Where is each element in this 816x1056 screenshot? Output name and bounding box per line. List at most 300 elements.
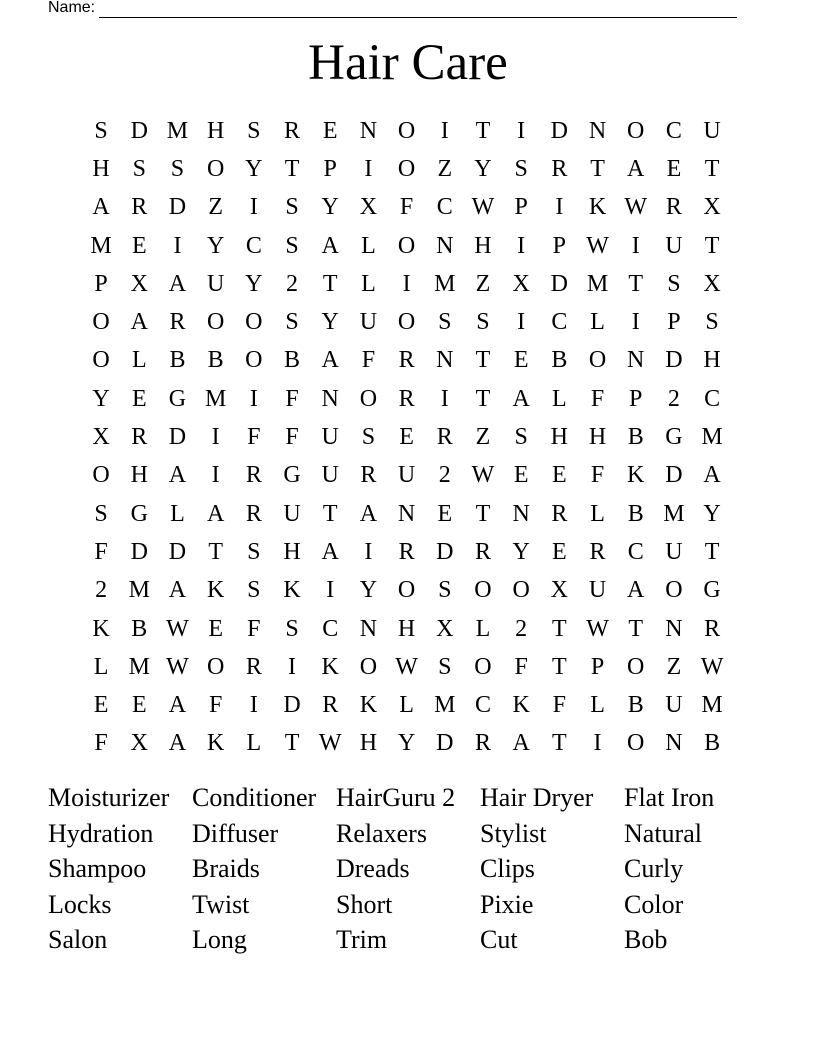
grid-cell: A <box>627 577 645 604</box>
grid-cell: C <box>627 538 644 565</box>
grid-cell: A <box>627 155 645 182</box>
grid-cell: W <box>395 653 418 680</box>
grid-cell: L <box>552 385 567 412</box>
grid-cell: D <box>283 692 301 719</box>
grid-cell: O <box>665 577 683 604</box>
grid-cell: U <box>665 232 683 259</box>
grid-cell: S <box>170 155 185 182</box>
grid-cell: O <box>206 155 225 182</box>
grid-cell: H <box>130 462 148 489</box>
grid-cell: U <box>588 577 607 604</box>
grid-cell: O <box>627 730 645 757</box>
word-list-item: Relaxers <box>336 818 427 848</box>
grid-cell: I <box>173 232 182 259</box>
grid-cell: E <box>552 538 567 565</box>
grid-cell: I <box>249 692 258 719</box>
grid-cell: A <box>168 692 187 719</box>
grid-cell: C <box>322 615 339 642</box>
grid-cell: B <box>551 347 568 374</box>
word-list-item: Pixie <box>480 889 534 919</box>
grid-cell: I <box>326 577 335 604</box>
grid-cell: U <box>665 538 683 565</box>
grid-cell: R <box>131 194 148 221</box>
grid-cell: A <box>703 462 721 489</box>
grid-cell: R <box>398 347 415 374</box>
grid-cell: T <box>322 270 338 297</box>
grid-cell: W <box>471 462 495 489</box>
grid-cell: F <box>590 462 605 489</box>
grid-cell: E <box>131 385 147 412</box>
grid-cell: M <box>586 270 609 297</box>
grid-cell: P <box>514 194 528 221</box>
grid-cell: P <box>667 309 681 336</box>
grid-cell: R <box>589 538 606 565</box>
grid-cell: R <box>360 462 377 489</box>
grid-cell: X <box>550 577 569 604</box>
grid-cell: S <box>514 424 528 451</box>
grid-cell: X <box>703 270 721 297</box>
grid-cell: W <box>166 615 189 642</box>
word-list-item: Locks <box>48 889 112 919</box>
grid-cell: D <box>168 424 187 451</box>
grid-cell: F <box>208 692 223 719</box>
grid-cell: T <box>628 270 644 297</box>
grid-cell: T <box>552 730 567 757</box>
grid-cell: B <box>131 615 148 642</box>
grid-cell: X <box>703 194 721 221</box>
grid-cell: M <box>701 692 723 719</box>
grid-cell: S <box>438 577 452 604</box>
grid-cell: W <box>624 194 648 221</box>
grid-cell: 2 <box>667 385 680 412</box>
grid-cell: N <box>436 347 454 374</box>
grid-cell: M <box>166 117 189 144</box>
name-label: Name: <box>48 0 96 16</box>
grid-cell: F <box>247 615 261 642</box>
grid-cell: K <box>588 194 607 221</box>
grid-cell: F <box>514 653 528 680</box>
grid-cell: X <box>130 270 148 297</box>
grid-cell: I <box>631 309 640 336</box>
grid-cell: G <box>168 385 187 412</box>
grid-cell: U <box>703 117 721 144</box>
grid-cell: O <box>512 577 530 604</box>
grid-cell: L <box>590 692 605 719</box>
grid-cell: W <box>166 653 189 680</box>
grid-cell: S <box>705 309 719 336</box>
grid-cell: B <box>169 347 186 374</box>
word-list-item: Dreads <box>336 854 410 884</box>
grid-cell: Z <box>666 653 682 680</box>
grid-cell: 2 <box>515 615 528 642</box>
grid-cell: L <box>590 309 605 336</box>
grid-cell: I <box>631 232 640 259</box>
grid-cell: Y <box>206 232 225 259</box>
grid-cell: O <box>92 347 110 374</box>
grid-cell: E <box>666 155 682 182</box>
grid-cell: X <box>92 424 110 451</box>
grid-cell: H <box>283 538 301 565</box>
grid-cell: O <box>474 653 492 680</box>
grid-cell: I <box>440 117 449 144</box>
grid-cell: N <box>436 232 454 259</box>
grid-cell: M <box>128 577 150 604</box>
grid-cell: E <box>93 692 109 719</box>
grid-cell: T <box>475 347 491 374</box>
grid-cell: S <box>438 309 452 336</box>
grid-cell: R <box>398 385 415 412</box>
grid-cell: K <box>283 577 301 604</box>
grid-cell: F <box>590 385 605 412</box>
grid-cell: N <box>665 615 683 642</box>
name-underline[interactable] <box>99 3 737 18</box>
grid-cell: R <box>474 538 491 565</box>
grid-cell: S <box>247 538 261 565</box>
grid-cell: Z <box>208 194 223 221</box>
grid-cell: D <box>168 194 187 221</box>
word-list-item: Stylist <box>480 818 547 848</box>
word-list-item: Curly <box>624 854 684 884</box>
grid-cell: N <box>665 730 683 757</box>
grid-cell: R <box>665 194 682 221</box>
grid-cell: C <box>245 232 262 259</box>
grid-cell: L <box>170 500 185 527</box>
grid-cell: H <box>550 424 569 451</box>
grid-cell: A <box>206 500 225 527</box>
grid-cell: N <box>359 615 378 642</box>
grid-cell: S <box>285 615 299 642</box>
grid-cell: N <box>359 117 378 144</box>
grid-cell: L <box>475 615 491 642</box>
grid-cell: M <box>701 424 723 451</box>
word-list-item: Flat Iron <box>624 783 715 812</box>
grid-cell: C <box>436 194 453 221</box>
grid-cell: T <box>704 155 720 182</box>
grid-cell: O <box>627 117 645 144</box>
grid-cell: O <box>397 232 416 259</box>
grid-cell: S <box>285 232 299 259</box>
grid-cell: S <box>285 194 299 221</box>
grid-cell: R <box>245 653 262 680</box>
grid-cell: A <box>321 347 339 374</box>
grid-cell: A <box>512 385 530 412</box>
grid-cell: S <box>667 270 681 297</box>
grid-cell: M <box>204 385 227 412</box>
grid-cell: 2 <box>286 270 299 297</box>
grid-cell: E <box>322 117 338 144</box>
grid-cell: P <box>94 270 108 297</box>
grid-cell: Y <box>512 538 530 565</box>
grid-cell: D <box>436 730 454 757</box>
word-list-item: Long <box>192 925 247 955</box>
grid-cell: A <box>130 309 148 336</box>
grid-cell: M <box>434 692 456 719</box>
grid-cell: Y <box>92 385 110 412</box>
grid-cell: F <box>552 692 567 719</box>
grid-cell: O <box>92 309 110 336</box>
grid-cell: L <box>590 500 605 527</box>
word-list-item: Short <box>336 889 393 919</box>
grid-cell: F <box>361 347 376 374</box>
word-list-item: Hair Dryer <box>480 783 594 812</box>
grid-cell: K <box>321 653 339 680</box>
word-list-item: HairGuru 2 <box>336 783 456 812</box>
grid-cell: L <box>93 653 109 680</box>
grid-cell: F <box>285 424 299 451</box>
grid-cell: B <box>627 424 644 451</box>
grid-cell: A <box>321 538 339 565</box>
grid-cell: Y <box>321 194 339 221</box>
grid-cell: C <box>665 117 682 144</box>
grid-cell: S <box>514 155 528 182</box>
grid-cell: O <box>359 385 378 412</box>
grid-cell: B <box>284 347 301 374</box>
grid-cell: G <box>703 577 721 604</box>
grid-cell: O <box>397 309 416 336</box>
grid-cell: I <box>211 424 220 451</box>
grid-cell: T <box>284 730 300 757</box>
grid-cell: P <box>590 653 605 680</box>
word-list-item: Clips <box>480 854 535 884</box>
grid-cell: Y <box>474 155 492 182</box>
grid-cell: M <box>663 500 685 527</box>
grid-cell: T <box>628 615 644 642</box>
grid-cell: Z <box>437 155 453 182</box>
grid-cell: Y <box>321 309 339 336</box>
grid-cell: R <box>169 309 186 336</box>
grid-cell: I <box>249 194 258 221</box>
grid-cell: O <box>397 577 416 604</box>
grid-cell: N <box>588 117 607 144</box>
grid-cell: H <box>588 424 607 451</box>
grid-cell: B <box>704 730 721 757</box>
grid-cell: E <box>513 462 529 489</box>
word-list-item: Twist <box>192 889 250 919</box>
grid-cell: W <box>471 194 495 221</box>
grid-cell: I <box>364 538 373 565</box>
grid-cell: C <box>551 309 568 336</box>
grid-cell: L <box>399 692 414 719</box>
grid-cell: H <box>92 155 110 182</box>
grid-cell: S <box>247 577 261 604</box>
grid-cell: H <box>474 232 492 259</box>
grid-cell: S <box>476 309 490 336</box>
grid-cell: Y <box>703 500 721 527</box>
grid-cell: X <box>512 270 530 297</box>
grid-cell: I <box>593 730 602 757</box>
grid-cell: F <box>247 424 261 451</box>
grid-cell: Z <box>475 270 491 297</box>
word-list-item: Diffuser <box>192 818 279 848</box>
grid-cell: R <box>284 117 301 144</box>
grid-cell: L <box>361 232 376 259</box>
grid-cell: P <box>629 385 643 412</box>
grid-cell: A <box>168 577 187 604</box>
grid-cell: U <box>665 692 683 719</box>
grid-cell: N <box>321 385 339 412</box>
grid-cell: D <box>436 538 454 565</box>
grid-cell: W <box>586 615 609 642</box>
grid-cell: A <box>168 730 187 757</box>
grid-cell: K <box>627 462 645 489</box>
grid-cell: B <box>627 692 644 719</box>
grid-cell: I <box>517 232 526 259</box>
grid-cell: N <box>397 500 416 527</box>
grid-cell: I <box>517 117 526 144</box>
grid-cell: R <box>245 462 262 489</box>
grid-cell: F <box>285 385 299 412</box>
grid-cell: U <box>206 270 225 297</box>
grid-cell: O <box>588 347 607 374</box>
grid-cell: E <box>131 692 147 719</box>
grid-cell: R <box>131 424 148 451</box>
grid-cell: T <box>475 500 491 527</box>
word-list-item: Shampoo <box>48 854 147 884</box>
grid-cell: O <box>92 462 110 489</box>
grid-cell: T <box>475 385 491 412</box>
grid-cell: N <box>512 500 530 527</box>
grid-cell: R <box>398 538 415 565</box>
grid-cell: X <box>436 615 454 642</box>
grid-cell: E <box>437 500 453 527</box>
grid-cell: A <box>359 500 378 527</box>
grid-cell: O <box>359 653 378 680</box>
grid-cell: T <box>208 538 223 565</box>
grid-cell: T <box>322 500 338 527</box>
grid-cell: D <box>130 117 148 144</box>
grid-cell: U <box>397 462 416 489</box>
word-list-item: Braids <box>192 854 260 884</box>
grid-cell: G <box>665 424 683 451</box>
grid-cell: L <box>131 347 147 374</box>
grid-cell: Y <box>397 730 416 757</box>
grid-cell: O <box>627 653 645 680</box>
grid-cell: W <box>318 730 342 757</box>
grid-cell: D <box>550 270 569 297</box>
grid-cell: D <box>168 538 187 565</box>
grid-cell: O <box>474 577 492 604</box>
grid-cell: F <box>94 538 108 565</box>
grid-cell: R <box>474 730 491 757</box>
grid-cell: K <box>92 615 110 642</box>
word-list-item: Salon <box>48 925 108 955</box>
grid-cell: S <box>94 117 108 144</box>
grid-cell: H <box>703 347 721 374</box>
grid-cell: K <box>512 692 530 719</box>
grid-cell: B <box>207 347 224 374</box>
grid-cell: A <box>321 232 339 259</box>
grid-cell: A <box>168 462 187 489</box>
word-list-item: Conditioner <box>192 783 317 812</box>
grid-cell: 2 <box>438 462 451 489</box>
grid-cell: I <box>364 155 373 182</box>
grid-cell: R <box>322 692 339 719</box>
grid-cell: R <box>551 155 568 182</box>
grid-cell: O <box>245 309 263 336</box>
grid-cell: O <box>397 117 416 144</box>
grid-cell: N <box>627 347 645 374</box>
name-field-row <box>48 0 748 18</box>
grid-cell: F <box>94 730 108 757</box>
grid-cell: E <box>552 462 567 489</box>
grid-cell: A <box>512 730 530 757</box>
word-list-item: Moisturizer <box>48 783 170 812</box>
grid-cell: S <box>361 424 376 451</box>
word-list-item: Cut <box>480 925 518 955</box>
grid-cell: D <box>130 538 148 565</box>
grid-cell: A <box>92 194 110 221</box>
grid-cell: I <box>288 653 297 680</box>
grid-cell: U <box>321 462 339 489</box>
grid-cell: 2 <box>95 577 108 604</box>
grid-cell: T <box>704 538 720 565</box>
grid-cell: R <box>436 424 453 451</box>
grid-cell: M <box>434 270 456 297</box>
grid-cell: C <box>704 385 721 412</box>
grid-cell: D <box>665 462 683 489</box>
grid-cell: L <box>361 270 376 297</box>
grid-cell: S <box>94 500 108 527</box>
grid-cell: U <box>359 309 378 336</box>
grid-cell: O <box>245 347 263 374</box>
grid-cell: B <box>627 500 644 527</box>
grid-cell: W <box>586 232 609 259</box>
grid-cell: S <box>247 117 261 144</box>
grid-cell: T <box>475 117 491 144</box>
grid-cell: H <box>359 730 378 757</box>
grid-cell: T <box>704 232 720 259</box>
grid-cell: D <box>665 347 683 374</box>
grid-cell: I <box>517 309 526 336</box>
grid-cell: O <box>397 155 416 182</box>
grid-cell: D <box>550 117 569 144</box>
grid-cell: I <box>249 385 258 412</box>
grid-cell: T <box>552 653 567 680</box>
grid-cell: R <box>551 500 568 527</box>
grid-cell: T <box>284 155 300 182</box>
grid-cell: U <box>321 424 339 451</box>
word-list-item: Hydration <box>48 818 154 848</box>
grid-cell: Y <box>359 577 378 604</box>
grid-cell: U <box>283 500 301 527</box>
word-list-item: Trim <box>336 925 388 955</box>
grid-cell: M <box>128 653 150 680</box>
grid-cell: G <box>283 462 301 489</box>
grid-cell: O <box>206 309 225 336</box>
grid-cell: E <box>208 615 223 642</box>
grid-cell: I <box>402 270 411 297</box>
grid-cell: T <box>590 155 605 182</box>
grid-cell: G <box>130 500 148 527</box>
grid-cell: I <box>440 385 449 412</box>
grid-cell: W <box>700 653 724 680</box>
grid-cell: F <box>399 194 414 221</box>
grid-cell: Z <box>475 424 491 451</box>
grid-cell: P <box>323 155 337 182</box>
grid-cell: E <box>131 232 147 259</box>
grid-cell: I <box>555 194 564 221</box>
page-title: Hair Care <box>308 35 508 91</box>
grid-cell: S <box>285 309 299 336</box>
letter-grid <box>82 112 731 763</box>
grid-cell: A <box>168 270 187 297</box>
grid-cell: R <box>245 500 262 527</box>
grid-cell: E <box>399 424 414 451</box>
grid-cell: I <box>211 462 220 489</box>
grid-cell: K <box>206 577 225 604</box>
grid-cell: K <box>359 692 378 719</box>
grid-cell: T <box>552 615 567 642</box>
